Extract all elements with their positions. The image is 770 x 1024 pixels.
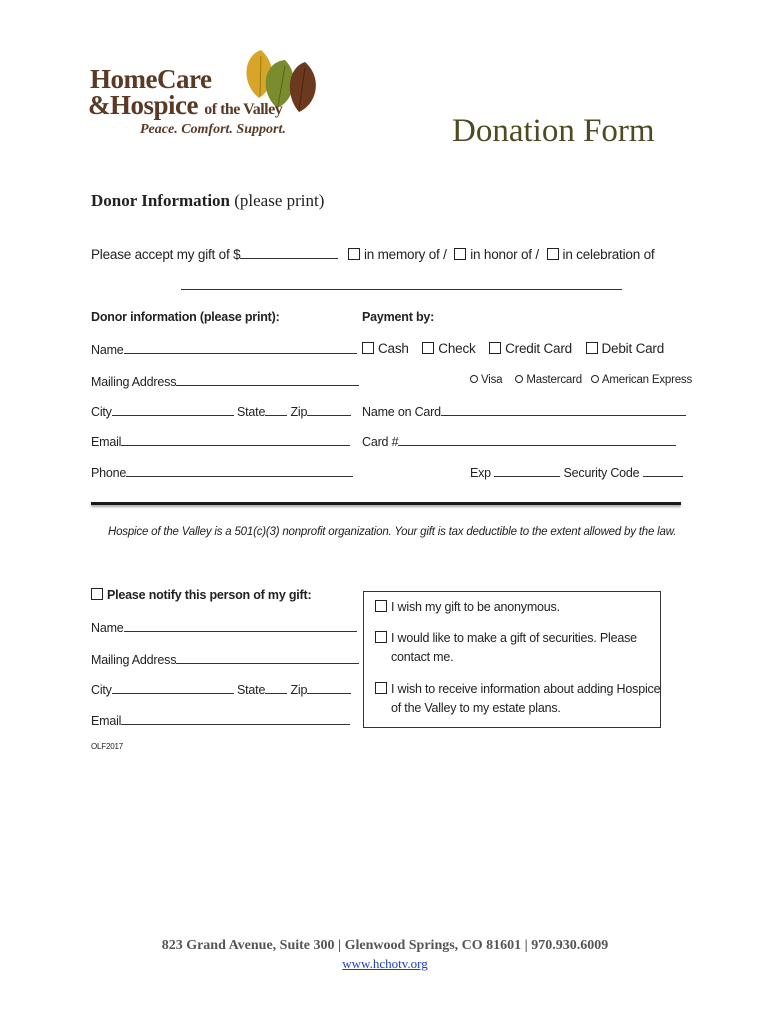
celebration-checkbox[interactable] (547, 248, 559, 260)
payment-heading: Payment by: (362, 310, 435, 324)
footer-address: 823 Grand Avenue, Suite 300 | Glenwood Springs, CO 81601 | 970.930.6009 (161, 938, 609, 953)
debit-card-checkbox[interactable] (586, 342, 598, 354)
honor-checkbox[interactable] (454, 248, 466, 260)
name-row (91, 341, 357, 357)
memory-label: in memory of / (363, 247, 447, 262)
securities-label-2: contact me. (391, 650, 454, 664)
estate-label-1: I wish to receive information about adding Hospice (391, 682, 661, 696)
name-on-card-label: Name on Card (362, 405, 441, 419)
honor-label: in honor of / (470, 247, 539, 262)
card-types (470, 374, 692, 386)
donor-heading-bold: Donor Information (91, 191, 230, 210)
anonymous-checkbox[interactable] (375, 600, 387, 612)
anonymous-label: I wish my gift to be anonymous. (391, 600, 560, 614)
notify-name-field[interactable] (124, 619, 357, 632)
phone-label: Phone (91, 466, 127, 480)
notify-state-field[interactable] (265, 681, 287, 694)
logo-tagline: Peace. Comfort. Support. (140, 122, 286, 137)
email-row (91, 433, 350, 449)
estate-label-2: of the Valley to my estate plans. (391, 701, 561, 715)
exp-field[interactable] (494, 464, 560, 477)
email-label: Email (91, 435, 122, 449)
notify-checkbox[interactable] (91, 588, 103, 600)
credit-card-checkbox[interactable] (489, 342, 501, 354)
estate-checkbox[interactable] (375, 682, 387, 694)
card-number-row (362, 433, 676, 449)
visa-label: Visa (481, 374, 503, 386)
notify-mailing-row (91, 651, 359, 667)
notify-mailing-label: Mailing Address (91, 653, 177, 667)
celebration-label: in celebration of (562, 247, 655, 262)
notify-email-field[interactable] (121, 712, 350, 725)
notify-city-field[interactable] (112, 681, 234, 694)
anonymous-option (375, 600, 560, 614)
exp-label: Exp (470, 466, 491, 480)
logo (88, 42, 328, 147)
check-checkbox[interactable] (422, 342, 434, 354)
mastercard-radio[interactable] (515, 375, 523, 383)
notify-zip-label: Zip (290, 683, 308, 697)
section-divider (91, 502, 681, 505)
estate-option (375, 682, 660, 696)
securities-checkbox[interactable] (375, 631, 387, 643)
nonprofit-note: Hospice of the Valley is a 501(c)(3) nonprofit organization. Your gift is tax deductible to the extent allowed by the law. (108, 526, 677, 538)
logo-line1: HomeCare (90, 64, 212, 94)
check-label: Check (438, 341, 476, 356)
name-on-card-row (362, 403, 686, 419)
donor-info-heading: Donor information (please print): (91, 310, 280, 324)
options-box (363, 591, 661, 728)
name-label: Name (91, 343, 124, 357)
phone-field[interactable] (126, 464, 353, 477)
city-field[interactable] (112, 403, 234, 416)
notify-heading (91, 588, 311, 602)
website-link[interactable]: www.hchotv.org (342, 956, 428, 971)
security-field[interactable] (643, 464, 683, 477)
logo-ampersand: & (88, 90, 110, 120)
notify-city-label: City (91, 683, 112, 697)
mailing-field[interactable] (176, 373, 359, 386)
security-label: Security Code (563, 466, 640, 480)
phone-row (91, 464, 353, 480)
debit-card-label: Debit Card (601, 341, 665, 356)
notify-email-row (91, 712, 350, 728)
exp-row (470, 464, 683, 480)
notify-mailing-field[interactable] (176, 651, 359, 664)
card-number-field[interactable] (398, 433, 676, 446)
gift-label: Please accept my gift of $ (91, 247, 241, 262)
visa-radio[interactable] (470, 375, 478, 383)
payment-methods (362, 341, 664, 356)
logo-line2-small: of the Valley (204, 101, 283, 118)
notify-name-row (91, 619, 357, 635)
notify-state-label: State (237, 683, 266, 697)
mailing-label: Mailing Address (91, 375, 177, 389)
city-label: City (91, 405, 112, 419)
notify-zip-field[interactable] (307, 681, 351, 694)
cash-label: Cash (378, 341, 409, 356)
gift-line (91, 246, 654, 262)
donor-heading-note: (please print) (234, 191, 325, 210)
securities-label-1: I would like to make a gift of securities. Please (391, 631, 637, 645)
cash-checkbox[interactable] (362, 342, 374, 354)
honoree-name-field[interactable] (181, 289, 622, 290)
notify-heading-label: Please notify this person of my gift: (107, 588, 312, 602)
state-field[interactable] (265, 403, 287, 416)
amex-label: American Express (601, 374, 693, 386)
zip-label: Zip (290, 405, 308, 419)
email-field[interactable] (121, 433, 350, 446)
zip-field[interactable] (307, 403, 351, 416)
mastercard-label: Mastercard (526, 374, 582, 386)
logo-line2: Hospice (110, 90, 198, 120)
notify-name-label: Name (91, 621, 124, 635)
securities-option (375, 631, 637, 645)
form-code: OLF2017 (91, 742, 123, 751)
card-number-label: Card # (362, 435, 399, 449)
credit-card-label: Credit Card (505, 341, 572, 356)
name-on-card-field[interactable] (441, 403, 686, 416)
memory-checkbox[interactable] (348, 248, 360, 260)
gift-amount-field[interactable] (240, 246, 338, 259)
donor-heading (91, 191, 324, 211)
notify-email-label: Email (91, 714, 122, 728)
name-field[interactable] (124, 341, 357, 354)
city-row (91, 403, 351, 419)
notify-city-row (91, 681, 351, 697)
mailing-row (91, 373, 359, 389)
amex-radio[interactable] (591, 375, 599, 383)
state-label: State (237, 405, 266, 419)
page-title: Donation Form (452, 113, 655, 149)
